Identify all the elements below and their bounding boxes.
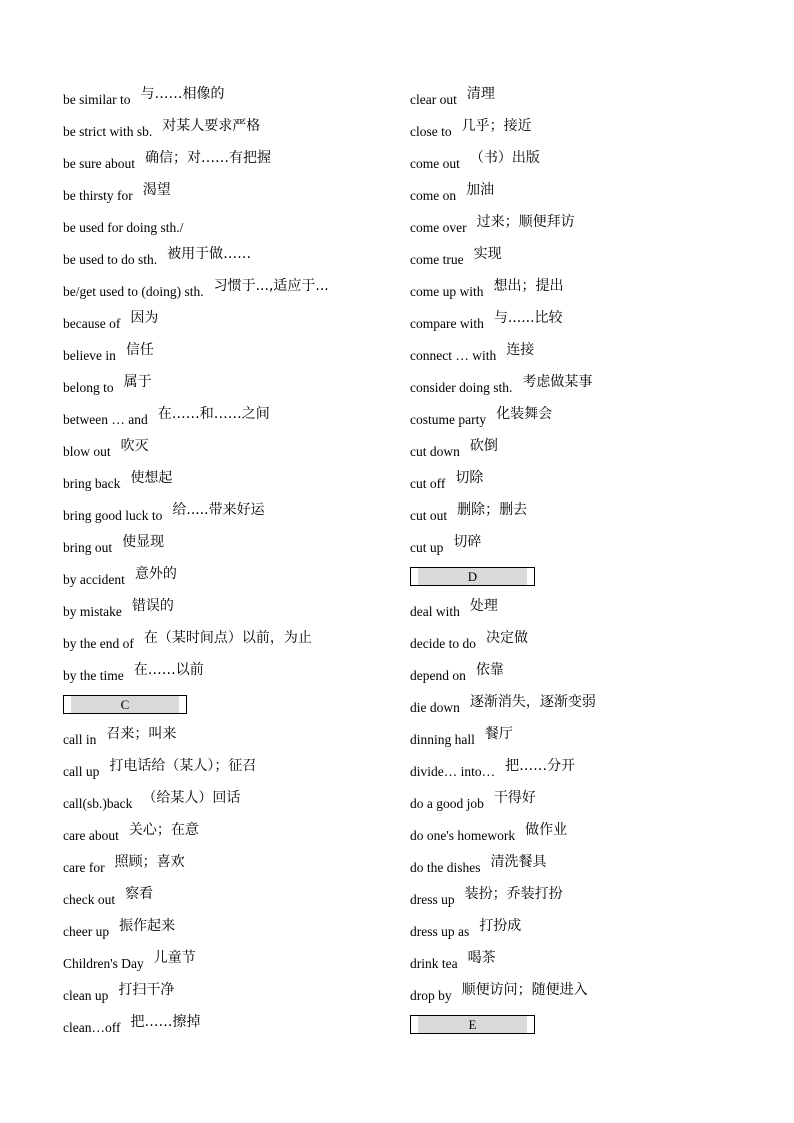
chinese-meaning: 顺便访问；随便进入 <box>461 982 588 998</box>
english-phrase: Children's Day <box>63 956 144 971</box>
chinese-meaning: 把……分开 <box>505 758 576 774</box>
chinese-meaning: 意外的 <box>134 566 177 582</box>
phrase-entry <box>63 144 393 176</box>
phrase-entry <box>63 816 393 848</box>
english-phrase: come up with <box>410 284 484 299</box>
chinese-meaning: 做作业 <box>525 822 568 838</box>
phrase-entry <box>63 368 393 400</box>
phrase-entry <box>410 688 770 720</box>
phrase-entry <box>410 112 770 144</box>
chinese-meaning: 错误的 <box>131 598 174 614</box>
chinese-meaning: 习惯于...,适应于... <box>213 278 329 294</box>
chinese-meaning: 确信；对……有把握 <box>144 150 271 166</box>
chinese-meaning: 清洗餐具 <box>490 854 547 870</box>
chinese-meaning: 关心；在意 <box>128 822 199 838</box>
english-phrase: drop by <box>410 988 452 1003</box>
phrase-entry <box>410 784 770 816</box>
phrase-entry <box>410 432 770 464</box>
chinese-meaning: 化装舞会 <box>496 406 553 422</box>
chinese-meaning: 餐厅 <box>484 726 513 742</box>
phrase-entry <box>63 176 393 208</box>
section-header-row <box>63 688 393 720</box>
english-phrase: come true <box>410 252 464 267</box>
phrase-entry <box>63 208 393 240</box>
chinese-meaning: 几乎；接近 <box>461 118 532 134</box>
phrase-entry <box>410 976 770 1008</box>
chinese-meaning: 逐渐消失，逐渐变弱 <box>469 694 596 710</box>
section-letter: E <box>410 1015 535 1034</box>
phrase-entry <box>63 336 393 368</box>
english-phrase: cut down <box>410 444 460 459</box>
chinese-meaning: 决定做 <box>485 630 528 646</box>
phrase-entry <box>410 272 770 304</box>
english-phrase: dinning hall <box>410 732 475 747</box>
chinese-meaning: 打电话给（某人）；征召 <box>109 758 257 774</box>
english-phrase: do one's homework <box>410 828 516 843</box>
english-phrase: be sure about <box>63 156 135 171</box>
english-phrase: by the time <box>63 668 124 683</box>
chinese-meaning: 使显现 <box>122 534 165 550</box>
english-phrase: care about <box>63 828 119 843</box>
phrase-entry <box>410 304 770 336</box>
english-phrase: drink tea <box>410 956 458 971</box>
phrase-entry <box>410 912 770 944</box>
phrase-entry <box>410 880 770 912</box>
english-phrase: close to <box>410 124 452 139</box>
english-phrase: by accident <box>63 572 125 587</box>
chinese-meaning: 被用于做…… <box>167 246 252 262</box>
chinese-meaning: 召来；叫来 <box>106 726 177 742</box>
chinese-meaning: 儿童节 <box>153 950 196 966</box>
phrase-entry <box>63 912 393 944</box>
chinese-meaning: 装扮；乔装打扮 <box>464 886 563 902</box>
chinese-meaning: 打扮成 <box>479 918 522 934</box>
chinese-meaning: 实现 <box>473 246 502 262</box>
chinese-meaning: 考虑做某事 <box>522 374 593 390</box>
phrase-entry <box>63 656 393 688</box>
phrase-entry <box>63 528 393 560</box>
english-phrase: consider doing sth. <box>410 380 513 395</box>
phrase-entry <box>410 368 770 400</box>
english-phrase: call(sb.)back <box>63 796 133 811</box>
english-phrase: bring good luck to <box>63 508 163 523</box>
chinese-meaning: 切碎 <box>453 534 482 550</box>
phrase-entry <box>63 464 393 496</box>
phrase-entry <box>63 624 393 656</box>
english-phrase: be used for doing sth./ <box>63 220 184 235</box>
chinese-meaning: 使想起 <box>130 470 173 486</box>
chinese-meaning: 喝茶 <box>467 950 496 966</box>
phrase-entry <box>63 976 393 1008</box>
phrase-entry <box>63 784 393 816</box>
english-phrase: cheer up <box>63 924 110 939</box>
english-phrase: cut up <box>410 540 444 555</box>
english-phrase: be similar to <box>63 92 131 107</box>
phrase-entry <box>63 432 393 464</box>
phrase-entry <box>63 112 393 144</box>
english-phrase: do the dishes <box>410 860 481 875</box>
phrase-entry <box>410 720 770 752</box>
chinese-meaning: 照顾；喜欢 <box>114 854 185 870</box>
chinese-meaning: 与......比较 <box>493 310 563 326</box>
phrase-entry <box>63 272 393 304</box>
phrase-entry <box>410 944 770 976</box>
english-phrase: dress up as <box>410 924 470 939</box>
english-phrase: cut out <box>410 508 448 523</box>
english-phrase: belong to <box>63 380 114 395</box>
chinese-meaning: 吹灭 <box>120 438 149 454</box>
english-phrase: die down <box>410 700 460 715</box>
english-phrase: come out <box>410 156 460 171</box>
chinese-meaning: 与……相像的 <box>140 86 225 102</box>
phrase-entry <box>63 496 393 528</box>
english-phrase: clean up <box>63 988 109 1003</box>
english-phrase: check out <box>63 892 116 907</box>
english-phrase: divide… into… <box>410 764 496 779</box>
english-phrase: by the end of <box>63 636 134 651</box>
chinese-meaning: 过来；顺便拜访 <box>476 214 575 230</box>
phrase-entry <box>410 80 770 112</box>
chinese-meaning: 在……和……之间 <box>157 406 270 422</box>
chinese-meaning: 想出；提出 <box>493 278 564 294</box>
chinese-meaning: 在……以前 <box>133 662 204 678</box>
phrase-entry <box>63 720 393 752</box>
phrase-entry <box>63 944 393 976</box>
phrase-entry <box>410 240 770 272</box>
phrase-entry <box>63 592 393 624</box>
phrase-entry <box>410 464 770 496</box>
phrase-entry <box>410 592 770 624</box>
english-phrase: between … and <box>63 412 148 427</box>
chinese-meaning: 把……擦掉 <box>130 1014 201 1030</box>
english-phrase: compare with <box>410 316 484 331</box>
phrase-entry <box>63 400 393 432</box>
chinese-meaning: 处理 <box>469 598 498 614</box>
english-phrase: blow out <box>63 444 111 459</box>
phrase-entry <box>63 304 393 336</box>
english-phrase: decide to do <box>410 636 476 651</box>
english-phrase: be thirsty for <box>63 188 133 203</box>
section-header-row <box>410 1008 770 1040</box>
phrase-entry <box>63 560 393 592</box>
phrase-entry <box>410 400 770 432</box>
english-phrase: call in <box>63 732 97 747</box>
phrase-entry <box>410 656 770 688</box>
english-phrase: call up <box>63 764 100 779</box>
section-letter: C <box>63 695 187 714</box>
chinese-meaning: 打扫干净 <box>118 982 175 998</box>
chinese-meaning: 信任 <box>125 342 154 358</box>
english-phrase: bring out <box>63 540 113 555</box>
phrase-entry <box>410 624 770 656</box>
english-phrase: care for <box>63 860 105 875</box>
english-phrase: dress up <box>410 892 455 907</box>
english-phrase: bring back <box>63 476 121 491</box>
phrase-entry <box>410 176 770 208</box>
chinese-meaning: 渴望 <box>142 182 171 198</box>
chinese-meaning: 清理 <box>466 86 495 102</box>
chinese-meaning: 依靠 <box>475 662 504 678</box>
phrase-entry <box>410 336 770 368</box>
chinese-meaning: （书）出版 <box>469 150 540 166</box>
phrase-entry <box>63 80 393 112</box>
chinese-meaning: 干得好 <box>493 790 536 806</box>
left-column <box>63 80 393 1040</box>
chinese-meaning: 切除 <box>455 470 484 486</box>
chinese-meaning: 连接 <box>506 342 535 358</box>
chinese-meaning: 给.....带来好运 <box>172 502 265 518</box>
english-phrase: do a good job <box>410 796 484 811</box>
english-phrase: believe in <box>63 348 116 363</box>
section-letter: D <box>410 567 535 586</box>
phrase-entry <box>63 1008 393 1040</box>
chinese-meaning: 砍倒 <box>469 438 498 454</box>
phrase-entry <box>410 208 770 240</box>
english-phrase: deal with <box>410 604 460 619</box>
english-phrase: be used to do sth. <box>63 252 158 267</box>
chinese-meaning: 对某人要求严格 <box>162 118 261 134</box>
english-phrase: come on <box>410 188 457 203</box>
english-phrase: clean…off <box>63 1020 121 1035</box>
english-phrase: depend on <box>410 668 466 683</box>
chinese-meaning: 在（某时间点）以前，为止 <box>143 630 312 646</box>
phrase-entry <box>410 752 770 784</box>
chinese-meaning: 察看 <box>125 886 154 902</box>
phrase-entry <box>63 848 393 880</box>
phrase-entry <box>63 752 393 784</box>
phrase-entry <box>410 816 770 848</box>
english-phrase: by mistake <box>63 604 122 619</box>
chinese-meaning: 因为 <box>130 310 159 326</box>
chinese-meaning: （给某人）回话 <box>142 790 241 806</box>
english-phrase: be strict with sb. <box>63 124 153 139</box>
phrase-entry <box>410 496 770 528</box>
phrase-entry <box>63 240 393 272</box>
right-column <box>410 80 770 1040</box>
section-header-row <box>410 560 770 592</box>
english-phrase: be/get used to (doing) sth. <box>63 284 204 299</box>
phrase-entry <box>63 880 393 912</box>
english-phrase: clear out <box>410 92 457 107</box>
chinese-meaning: 加油 <box>466 182 495 198</box>
phrase-entry <box>410 528 770 560</box>
english-phrase: costume party <box>410 412 487 427</box>
english-phrase: because of <box>63 316 121 331</box>
chinese-meaning: 删除；删去 <box>457 502 528 518</box>
english-phrase: connect … with <box>410 348 497 363</box>
chinese-meaning: 振作起来 <box>119 918 176 934</box>
english-phrase: cut off <box>410 476 446 491</box>
phrase-entry <box>410 848 770 880</box>
chinese-meaning: 属于 <box>123 374 152 390</box>
phrase-entry <box>410 144 770 176</box>
english-phrase: come over <box>410 220 467 235</box>
